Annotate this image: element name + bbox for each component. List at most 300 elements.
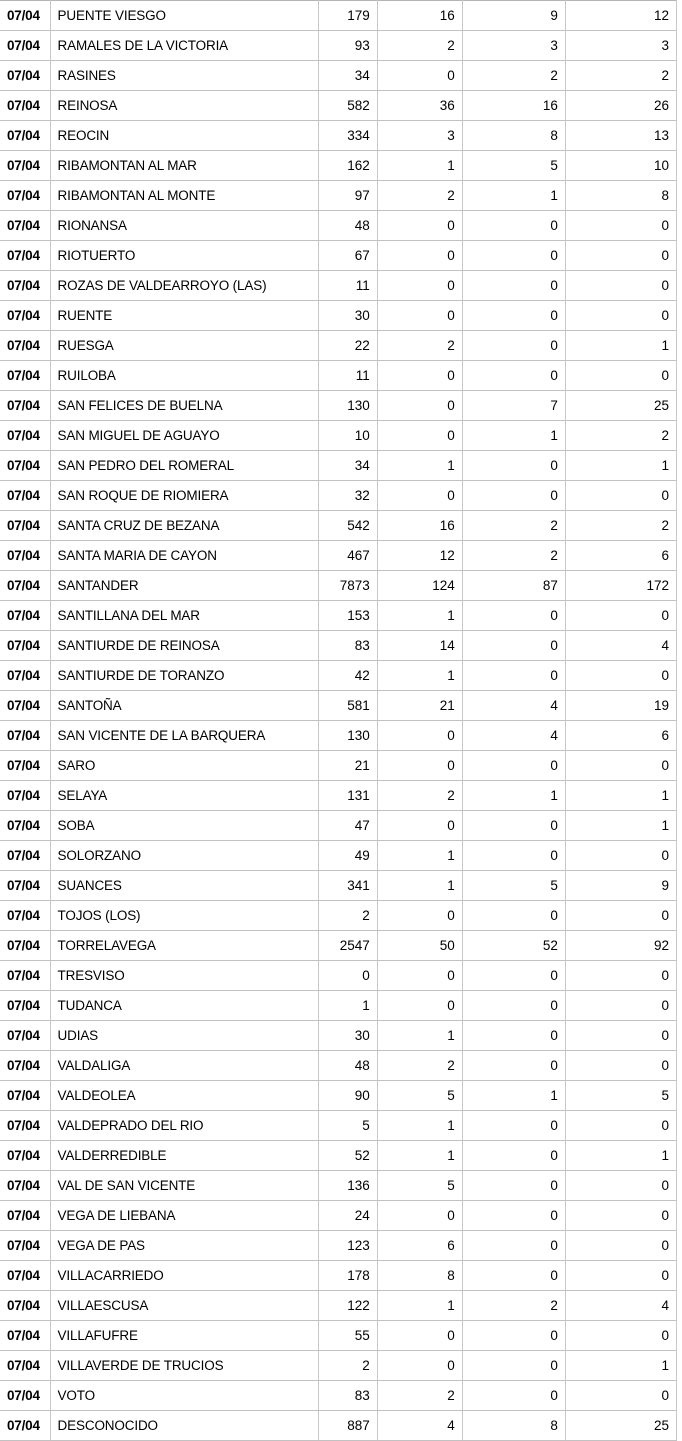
cell-value-1[interactable]: 47	[318, 811, 377, 841]
cell-municipality[interactable]: SANTA CRUZ DE BEZANA	[50, 511, 318, 541]
cell-date[interactable]: 07/04	[0, 121, 50, 151]
cell-value-1[interactable]: 153	[318, 601, 377, 631]
cell-value-1[interactable]: 90	[318, 1081, 377, 1111]
cell-date[interactable]: 07/04	[0, 571, 50, 601]
cell-value-2[interactable]: 1	[377, 1141, 462, 1171]
cell-value-3[interactable]: 87	[462, 571, 565, 601]
cell-date[interactable]: 07/04	[0, 751, 50, 781]
cell-value-4[interactable]: 25	[565, 391, 676, 421]
cell-value-2[interactable]: 3	[377, 121, 462, 151]
cell-value-4[interactable]: 0	[565, 1321, 676, 1351]
cell-value-3[interactable]: 0	[462, 1201, 565, 1231]
cell-value-3[interactable]: 0	[462, 751, 565, 781]
cell-date[interactable]: 07/04	[0, 661, 50, 691]
cell-value-4[interactable]: 1	[565, 781, 676, 811]
cell-date[interactable]: 07/04	[0, 691, 50, 721]
cell-municipality[interactable]: VALDEPRADO DEL RIO	[50, 1111, 318, 1141]
cell-date[interactable]: 07/04	[0, 1351, 50, 1381]
cell-value-4[interactable]: 3	[565, 31, 676, 61]
cell-value-4[interactable]: 1	[565, 1141, 676, 1171]
table-row[interactable]	[0, 1081, 677, 1111]
cell-value-3[interactable]: 0	[462, 1141, 565, 1171]
cell-value-1[interactable]: 179	[318, 1, 377, 31]
cell-date[interactable]: 07/04	[0, 931, 50, 961]
table-row[interactable]	[0, 31, 677, 61]
table-row[interactable]	[0, 1021, 677, 1051]
table-row[interactable]	[0, 481, 677, 511]
cell-date[interactable]: 07/04	[0, 991, 50, 1021]
cell-value-2[interactable]: 0	[377, 991, 462, 1021]
cell-value-3[interactable]: 52	[462, 931, 565, 961]
cell-municipality[interactable]: SANTOÑA	[50, 691, 318, 721]
cell-value-1[interactable]: 341	[318, 871, 377, 901]
cell-value-2[interactable]: 1	[377, 451, 462, 481]
table-row[interactable]	[0, 1051, 677, 1081]
table-row[interactable]	[0, 391, 677, 421]
cell-date[interactable]: 07/04	[0, 301, 50, 331]
cell-value-2[interactable]: 36	[377, 91, 462, 121]
cell-value-2[interactable]: 16	[377, 1, 462, 31]
cell-value-2[interactable]: 2	[377, 181, 462, 211]
table-row[interactable]	[0, 721, 677, 751]
cell-municipality[interactable]: PUENTE VIESGO	[50, 1, 318, 31]
cell-date[interactable]: 07/04	[0, 91, 50, 121]
table-row[interactable]	[0, 661, 677, 691]
cell-date[interactable]: 07/04	[0, 61, 50, 91]
cell-value-3[interactable]: 0	[462, 331, 565, 361]
cell-value-2[interactable]: 6	[377, 1231, 462, 1261]
cell-value-4[interactable]: 4	[565, 1291, 676, 1321]
cell-value-1[interactable]: 67	[318, 241, 377, 271]
cell-date[interactable]: 07/04	[0, 241, 50, 271]
cell-value-4[interactable]: 92	[565, 931, 676, 961]
cell-value-2[interactable]: 1	[377, 151, 462, 181]
cell-value-1[interactable]: 83	[318, 631, 377, 661]
table-row[interactable]	[0, 421, 677, 451]
cell-value-2[interactable]: 2	[377, 781, 462, 811]
cell-value-3[interactable]: 2	[462, 61, 565, 91]
cell-value-3[interactable]: 0	[462, 901, 565, 931]
cell-value-1[interactable]: 334	[318, 121, 377, 151]
cell-municipality[interactable]: RUILOBA	[50, 361, 318, 391]
cell-value-2[interactable]: 1	[377, 1021, 462, 1051]
table-row[interactable]	[0, 871, 677, 901]
table-row[interactable]	[0, 901, 677, 931]
cell-value-1[interactable]: 123	[318, 1231, 377, 1261]
cell-value-4[interactable]: 9	[565, 871, 676, 901]
cell-municipality[interactable]: TRESVISO	[50, 961, 318, 991]
cell-date[interactable]: 07/04	[0, 901, 50, 931]
cell-value-4[interactable]: 8	[565, 181, 676, 211]
table-row[interactable]	[0, 361, 677, 391]
cell-date[interactable]: 07/04	[0, 811, 50, 841]
cell-municipality[interactable]: RIONANSA	[50, 211, 318, 241]
cell-municipality[interactable]: RUESGA	[50, 331, 318, 361]
cell-value-2[interactable]: 14	[377, 631, 462, 661]
cell-municipality[interactable]: VAL DE SAN VICENTE	[50, 1171, 318, 1201]
cell-value-1[interactable]: 542	[318, 511, 377, 541]
cell-date[interactable]: 07/04	[0, 721, 50, 751]
table-row[interactable]	[0, 541, 677, 571]
cell-municipality[interactable]: VILLACARRIEDO	[50, 1261, 318, 1291]
cell-value-3[interactable]: 4	[462, 721, 565, 751]
table-row[interactable]	[0, 1381, 677, 1411]
table-row[interactable]	[0, 301, 677, 331]
cell-value-2[interactable]: 5	[377, 1081, 462, 1111]
cell-value-3[interactable]: 7	[462, 391, 565, 421]
cell-date[interactable]: 07/04	[0, 961, 50, 991]
cell-value-3[interactable]: 0	[462, 1021, 565, 1051]
table-row[interactable]	[0, 1171, 677, 1201]
table-row[interactable]	[0, 1411, 677, 1441]
table-row[interactable]	[0, 601, 677, 631]
cell-value-2[interactable]: 124	[377, 571, 462, 601]
cell-municipality[interactable]: SANTIURDE DE TORANZO	[50, 661, 318, 691]
cell-value-4[interactable]: 0	[565, 1171, 676, 1201]
cell-value-3[interactable]: 0	[462, 841, 565, 871]
cell-date[interactable]: 07/04	[0, 541, 50, 571]
table-row[interactable]	[0, 1321, 677, 1351]
cell-value-2[interactable]: 0	[377, 721, 462, 751]
table-row[interactable]	[0, 1201, 677, 1231]
cell-value-3[interactable]: 8	[462, 121, 565, 151]
cell-value-2[interactable]: 5	[377, 1171, 462, 1201]
cell-value-3[interactable]: 0	[462, 241, 565, 271]
cell-value-4[interactable]: 0	[565, 211, 676, 241]
cell-value-2[interactable]: 0	[377, 421, 462, 451]
cell-municipality[interactable]: UDIAS	[50, 1021, 318, 1051]
cell-value-4[interactable]: 25	[565, 1411, 676, 1441]
cell-value-3[interactable]: 0	[462, 1321, 565, 1351]
cell-value-3[interactable]: 3	[462, 31, 565, 61]
cell-value-2[interactable]: 8	[377, 1261, 462, 1291]
cell-date[interactable]: 07/04	[0, 1111, 50, 1141]
cell-value-1[interactable]: 0	[318, 961, 377, 991]
cell-value-2[interactable]: 0	[377, 1201, 462, 1231]
cell-date[interactable]: 07/04	[0, 361, 50, 391]
table-row[interactable]	[0, 1351, 677, 1381]
cell-value-3[interactable]: 0	[462, 1051, 565, 1081]
cell-value-3[interactable]: 0	[462, 631, 565, 661]
table-row[interactable]	[0, 1261, 677, 1291]
cell-value-1[interactable]: 24	[318, 1201, 377, 1231]
cell-value-2[interactable]: 0	[377, 241, 462, 271]
cell-value-2[interactable]: 0	[377, 211, 462, 241]
cell-value-3[interactable]: 0	[462, 211, 565, 241]
cell-value-3[interactable]: 0	[462, 661, 565, 691]
cell-date[interactable]: 07/04	[0, 211, 50, 241]
cell-date[interactable]: 07/04	[0, 1201, 50, 1231]
cell-value-2[interactable]: 2	[377, 331, 462, 361]
cell-municipality[interactable]: RIBAMONTAN AL MAR	[50, 151, 318, 181]
cell-municipality[interactable]: SANTIURDE DE REINOSA	[50, 631, 318, 661]
cell-municipality[interactable]: TUDANCA	[50, 991, 318, 1021]
cell-value-4[interactable]: 2	[565, 511, 676, 541]
cell-value-3[interactable]: 0	[462, 1111, 565, 1141]
cell-value-2[interactable]: 0	[377, 811, 462, 841]
cell-value-1[interactable]: 1	[318, 991, 377, 1021]
cell-date[interactable]: 07/04	[0, 1261, 50, 1291]
cell-value-4[interactable]: 0	[565, 961, 676, 991]
cell-value-3[interactable]: 0	[462, 1381, 565, 1411]
cell-value-4[interactable]: 0	[565, 1021, 676, 1051]
cell-value-2[interactable]: 1	[377, 1111, 462, 1141]
table-row[interactable]	[0, 241, 677, 271]
cell-value-2[interactable]: 1	[377, 841, 462, 871]
cell-date[interactable]: 07/04	[0, 871, 50, 901]
cell-value-2[interactable]: 0	[377, 901, 462, 931]
table-row[interactable]	[0, 781, 677, 811]
cell-municipality[interactable]: VILLAFUFRE	[50, 1321, 318, 1351]
cell-value-1[interactable]: 48	[318, 211, 377, 241]
cell-value-3[interactable]: 0	[462, 1261, 565, 1291]
cell-municipality[interactable]: SELAYA	[50, 781, 318, 811]
cell-value-4[interactable]: 0	[565, 751, 676, 781]
cell-value-4[interactable]: 0	[565, 361, 676, 391]
cell-value-2[interactable]: 0	[377, 481, 462, 511]
cell-value-1[interactable]: 97	[318, 181, 377, 211]
cell-date[interactable]: 07/04	[0, 331, 50, 361]
cell-value-4[interactable]: 10	[565, 151, 676, 181]
cell-value-1[interactable]: 887	[318, 1411, 377, 1441]
table-row[interactable]	[0, 1291, 677, 1321]
table-row[interactable]	[0, 811, 677, 841]
cell-date[interactable]: 07/04	[0, 1231, 50, 1261]
cell-value-4[interactable]: 12	[565, 1, 676, 31]
cell-date[interactable]: 07/04	[0, 601, 50, 631]
cell-municipality[interactable]: REINOSA	[50, 91, 318, 121]
cell-value-4[interactable]: 0	[565, 301, 676, 331]
cell-value-4[interactable]: 0	[565, 601, 676, 631]
cell-value-1[interactable]: 30	[318, 301, 377, 331]
cell-municipality[interactable]: VEGA DE LIEBANA	[50, 1201, 318, 1231]
cell-value-3[interactable]: 0	[462, 961, 565, 991]
cell-value-1[interactable]: 7873	[318, 571, 377, 601]
cell-value-2[interactable]: 1	[377, 601, 462, 631]
cell-value-4[interactable]: 0	[565, 481, 676, 511]
cell-value-2[interactable]: 0	[377, 301, 462, 331]
cell-value-3[interactable]: 0	[462, 1171, 565, 1201]
cell-value-2[interactable]: 16	[377, 511, 462, 541]
cell-municipality[interactable]: SANTA MARIA DE CAYON	[50, 541, 318, 571]
table-row[interactable]	[0, 571, 677, 601]
table-row[interactable]	[0, 1, 677, 31]
cell-value-1[interactable]: 52	[318, 1141, 377, 1171]
table-row[interactable]	[0, 751, 677, 781]
cell-value-1[interactable]: 83	[318, 1381, 377, 1411]
table-row[interactable]	[0, 691, 677, 721]
cell-value-4[interactable]: 2	[565, 421, 676, 451]
cell-value-3[interactable]: 0	[462, 301, 565, 331]
cell-value-1[interactable]: 136	[318, 1171, 377, 1201]
table-row[interactable]	[0, 121, 677, 151]
cell-value-4[interactable]: 0	[565, 1111, 676, 1141]
cell-value-4[interactable]: 1	[565, 1351, 676, 1381]
cell-value-4[interactable]: 0	[565, 1231, 676, 1261]
cell-value-2[interactable]: 2	[377, 31, 462, 61]
cell-value-1[interactable]: 122	[318, 1291, 377, 1321]
cell-value-4[interactable]: 0	[565, 991, 676, 1021]
table-row[interactable]	[0, 61, 677, 91]
cell-value-4[interactable]: 0	[565, 901, 676, 931]
cell-municipality[interactable]: SAN FELICES DE BUELNA	[50, 391, 318, 421]
cell-value-1[interactable]: 10	[318, 421, 377, 451]
cell-value-1[interactable]: 93	[318, 31, 377, 61]
table-row[interactable]	[0, 1231, 677, 1261]
cell-value-3[interactable]: 4	[462, 691, 565, 721]
cell-value-4[interactable]: 172	[565, 571, 676, 601]
cell-date[interactable]: 07/04	[0, 1051, 50, 1081]
cell-value-1[interactable]: 131	[318, 781, 377, 811]
cell-value-1[interactable]: 21	[318, 751, 377, 781]
cell-date[interactable]: 07/04	[0, 1411, 50, 1441]
cell-value-2[interactable]: 50	[377, 931, 462, 961]
cell-date[interactable]: 07/04	[0, 271, 50, 301]
cell-date[interactable]: 07/04	[0, 1321, 50, 1351]
cell-municipality[interactable]: SAN ROQUE DE RIOMIERA	[50, 481, 318, 511]
cell-municipality[interactable]: RAMALES DE LA VICTORIA	[50, 31, 318, 61]
cell-date[interactable]: 07/04	[0, 451, 50, 481]
cell-value-4[interactable]: 13	[565, 121, 676, 151]
table-row[interactable]	[0, 331, 677, 361]
cell-value-1[interactable]: 5	[318, 1111, 377, 1141]
cell-value-3[interactable]: 1	[462, 421, 565, 451]
cell-value-4[interactable]: 0	[565, 1261, 676, 1291]
cell-value-2[interactable]: 2	[377, 1381, 462, 1411]
cell-municipality[interactable]: DESCONOCIDO	[50, 1411, 318, 1441]
cell-value-2[interactable]: 0	[377, 271, 462, 301]
cell-value-1[interactable]: 11	[318, 271, 377, 301]
cell-value-1[interactable]: 130	[318, 721, 377, 751]
cell-municipality[interactable]: RIOTUERTO	[50, 241, 318, 271]
table-row[interactable]	[0, 91, 677, 121]
cell-value-2[interactable]: 0	[377, 361, 462, 391]
cell-date[interactable]: 07/04	[0, 151, 50, 181]
cell-value-3[interactable]: 0	[462, 1351, 565, 1381]
cell-date[interactable]: 07/04	[0, 421, 50, 451]
cell-value-2[interactable]: 0	[377, 1351, 462, 1381]
cell-value-4[interactable]: 5	[565, 1081, 676, 1111]
cell-date[interactable]: 07/04	[0, 631, 50, 661]
cell-value-4[interactable]: 19	[565, 691, 676, 721]
cell-date[interactable]: 07/04	[0, 1021, 50, 1051]
cell-municipality[interactable]: ROZAS DE VALDEARROYO (LAS)	[50, 271, 318, 301]
cell-municipality[interactable]: RASINES	[50, 61, 318, 91]
cell-municipality[interactable]: VOTO	[50, 1381, 318, 1411]
table-row[interactable]	[0, 961, 677, 991]
cell-value-1[interactable]: 42	[318, 661, 377, 691]
table-row[interactable]	[0, 991, 677, 1021]
cell-value-3[interactable]: 1	[462, 781, 565, 811]
cell-value-2[interactable]: 1	[377, 661, 462, 691]
cell-value-4[interactable]: 0	[565, 241, 676, 271]
cell-municipality[interactable]: VALDEOLEA	[50, 1081, 318, 1111]
cell-value-4[interactable]: 0	[565, 271, 676, 301]
table-row[interactable]	[0, 451, 677, 481]
cell-value-2[interactable]: 21	[377, 691, 462, 721]
cell-value-4[interactable]: 0	[565, 1381, 676, 1411]
cell-value-1[interactable]: 130	[318, 391, 377, 421]
cell-municipality[interactable]: VILLAESCUSA	[50, 1291, 318, 1321]
cell-value-1[interactable]: 30	[318, 1021, 377, 1051]
cell-value-4[interactable]: 1	[565, 331, 676, 361]
cell-municipality[interactable]: VALDERREDIBLE	[50, 1141, 318, 1171]
table-row[interactable]	[0, 151, 677, 181]
cell-value-3[interactable]: 0	[462, 451, 565, 481]
cell-municipality[interactable]: VILLAVERDE DE TRUCIOS	[50, 1351, 318, 1381]
table-row[interactable]	[0, 181, 677, 211]
cell-date[interactable]: 07/04	[0, 1081, 50, 1111]
cell-date[interactable]: 07/04	[0, 1, 50, 31]
cell-value-3[interactable]: 1	[462, 181, 565, 211]
cell-municipality[interactable]: TORRELAVEGA	[50, 931, 318, 961]
cell-value-4[interactable]: 1	[565, 811, 676, 841]
cell-value-4[interactable]: 0	[565, 841, 676, 871]
cell-value-1[interactable]: 581	[318, 691, 377, 721]
cell-municipality[interactable]: SANTILLANA DEL MAR	[50, 601, 318, 631]
cell-value-2[interactable]: 0	[377, 961, 462, 991]
cell-value-1[interactable]: 467	[318, 541, 377, 571]
cell-municipality[interactable]: SOBA	[50, 811, 318, 841]
cell-value-1[interactable]: 34	[318, 61, 377, 91]
table-row[interactable]	[0, 1141, 677, 1171]
cell-value-3[interactable]: 0	[462, 991, 565, 1021]
cell-value-1[interactable]: 49	[318, 841, 377, 871]
cell-municipality[interactable]: SAN PEDRO DEL ROMERAL	[50, 451, 318, 481]
cell-municipality[interactable]: SOLORZANO	[50, 841, 318, 871]
cell-value-3[interactable]: 0	[462, 601, 565, 631]
cell-date[interactable]: 07/04	[0, 841, 50, 871]
cell-value-3[interactable]: 1	[462, 1081, 565, 1111]
cell-value-2[interactable]: 2	[377, 1051, 462, 1081]
table-row[interactable]	[0, 271, 677, 301]
cell-municipality[interactable]: SAN VICENTE DE LA BARQUERA	[50, 721, 318, 751]
table-row[interactable]	[0, 931, 677, 961]
table-row[interactable]	[0, 1111, 677, 1141]
cell-value-3[interactable]: 0	[462, 361, 565, 391]
table-row[interactable]	[0, 631, 677, 661]
cell-value-1[interactable]: 2	[318, 901, 377, 931]
cell-value-4[interactable]: 6	[565, 541, 676, 571]
cell-value-2[interactable]: 0	[377, 391, 462, 421]
cell-municipality[interactable]: SUANCES	[50, 871, 318, 901]
cell-value-1[interactable]: 22	[318, 331, 377, 361]
cell-value-4[interactable]: 0	[565, 661, 676, 691]
cell-value-2[interactable]: 12	[377, 541, 462, 571]
cell-value-4[interactable]: 0	[565, 1201, 676, 1231]
cell-value-3[interactable]: 0	[462, 271, 565, 301]
cell-value-3[interactable]: 5	[462, 871, 565, 901]
cell-value-4[interactable]: 4	[565, 631, 676, 661]
cell-date[interactable]: 07/04	[0, 511, 50, 541]
cell-value-2[interactable]: 0	[377, 751, 462, 781]
cell-date[interactable]: 07/04	[0, 1291, 50, 1321]
cell-date[interactable]: 07/04	[0, 391, 50, 421]
cell-date[interactable]: 07/04	[0, 1141, 50, 1171]
cell-value-4[interactable]: 26	[565, 91, 676, 121]
cell-value-1[interactable]: 48	[318, 1051, 377, 1081]
cell-value-1[interactable]: 2547	[318, 931, 377, 961]
table-row[interactable]	[0, 841, 677, 871]
cell-value-1[interactable]: 2	[318, 1351, 377, 1381]
cell-value-2[interactable]: 0	[377, 61, 462, 91]
cell-value-2[interactable]: 1	[377, 1291, 462, 1321]
cell-value-3[interactable]: 9	[462, 1, 565, 31]
cell-municipality[interactable]: VEGA DE PAS	[50, 1231, 318, 1261]
cell-value-4[interactable]: 2	[565, 61, 676, 91]
cell-value-3[interactable]: 0	[462, 811, 565, 841]
cell-value-1[interactable]: 11	[318, 361, 377, 391]
